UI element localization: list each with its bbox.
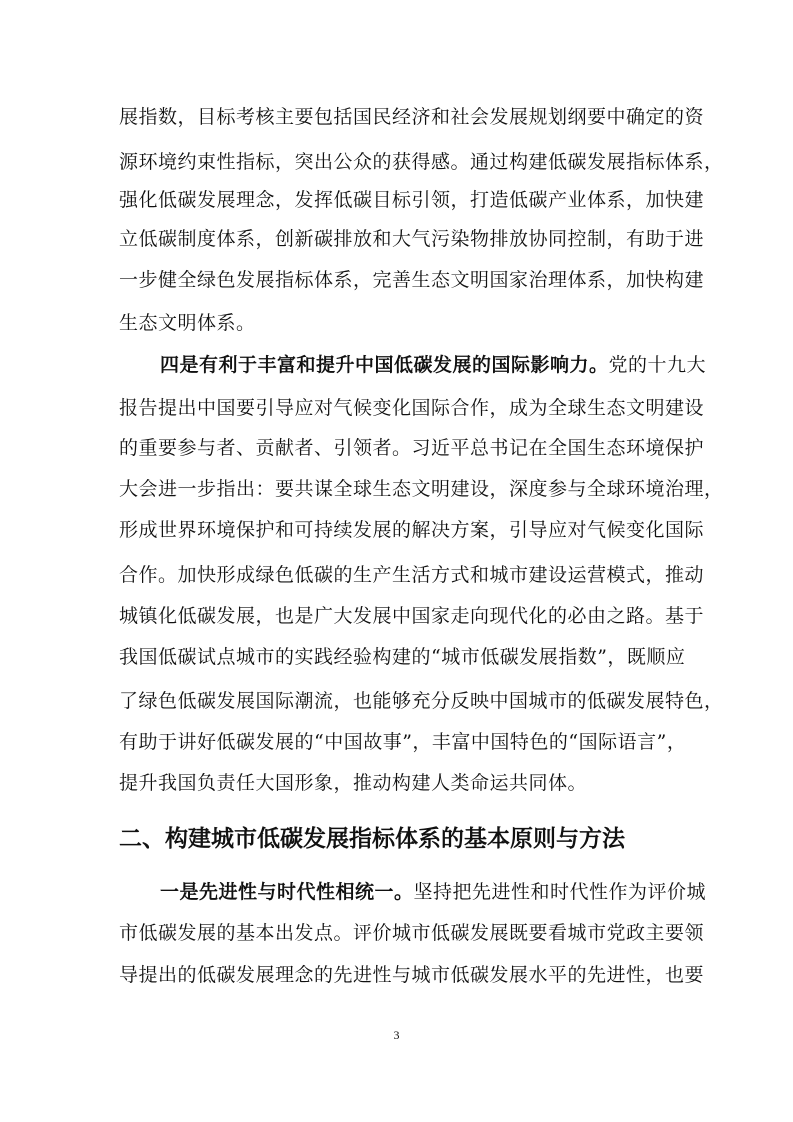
text-line: 有助于讲好低碳发展的“中国故事”，丰富中国特色的“国际语言”， [119, 731, 687, 753]
paragraph-lead: 四是有利于丰富和提升中国低碳发展的国际影响力。 [160, 354, 609, 376]
text-line [160, 880, 707, 904]
page-number: 3 [393, 1028, 400, 1042]
text-line: 展指数，目标考核主要包括国民经济和社会发展规划纲要中确定的资 [119, 106, 705, 128]
text-line: 城镇化低碳发展，也是广大发展中国家走向现代化的必由之路。基于 [119, 605, 705, 627]
text-line: 立低碳制度体系，创新碳排放和大气污染物排放协同控制，有助于进 [119, 228, 705, 250]
text-line: 的重要参与者、贡献者、引领者。习近平总书记在全国生态环境保护 [119, 437, 705, 459]
text-line: 合作。加快形成绿色低碳的生产生活方式和城市建设运营模式，推动 [119, 564, 705, 586]
paragraph-lead: 一是先进性与时代性相统一。 [160, 881, 414, 903]
section-heading: 二、构建城市低碳发展指标体系的基本原则与方法 [119, 826, 625, 852]
text-line: 报告提出中国要引导应对气候变化国际合作，成为全球生态文明建设 [119, 397, 705, 419]
text-line [160, 353, 707, 377]
text-line: 一步健全绿色发展指标体系，完善生态文明国家治理体系，加快构建 [119, 269, 705, 291]
text-line: 了绿色低碳发展国际潮流，也能够充分反映中国城市的低碳发展特色， [119, 690, 724, 712]
text-line: 生态文明体系。 [119, 312, 256, 334]
text-line: 提升我国负责任大国形象，推动构建人类命运共同体。 [119, 772, 588, 794]
text-line: 强化低碳发展理念，发挥低碳目标引领，打造低碳产业体系，加快建 [119, 189, 705, 211]
text-line: 源环境约束性指标，突出公众的获得感。通过构建低碳发展指标体系， [119, 151, 724, 173]
paragraph-text: 党的十九大 [608, 354, 707, 376]
paragraph-text: 坚持把先进性和时代性作为评价城 [413, 881, 707, 903]
text-line: 市低碳发展的基本出发点。评价城市低碳发展既要看城市党政主要领 [119, 922, 705, 944]
text-line: 大会进一步指出：要共谋全球生态文明建设，深度参与全球环境治理， [119, 478, 724, 500]
text-line: 导提出的低碳发展理念的先进性与城市低碳发展水平的先进性，也要 [119, 964, 705, 986]
text-line: 我国低碳试点城市的实践经验构建的“城市低碳发展指数”，既顺应 [119, 646, 686, 668]
text-line: 形成世界环境保护和可持续发展的解决方案，引导应对气候变化国际 [119, 519, 705, 541]
